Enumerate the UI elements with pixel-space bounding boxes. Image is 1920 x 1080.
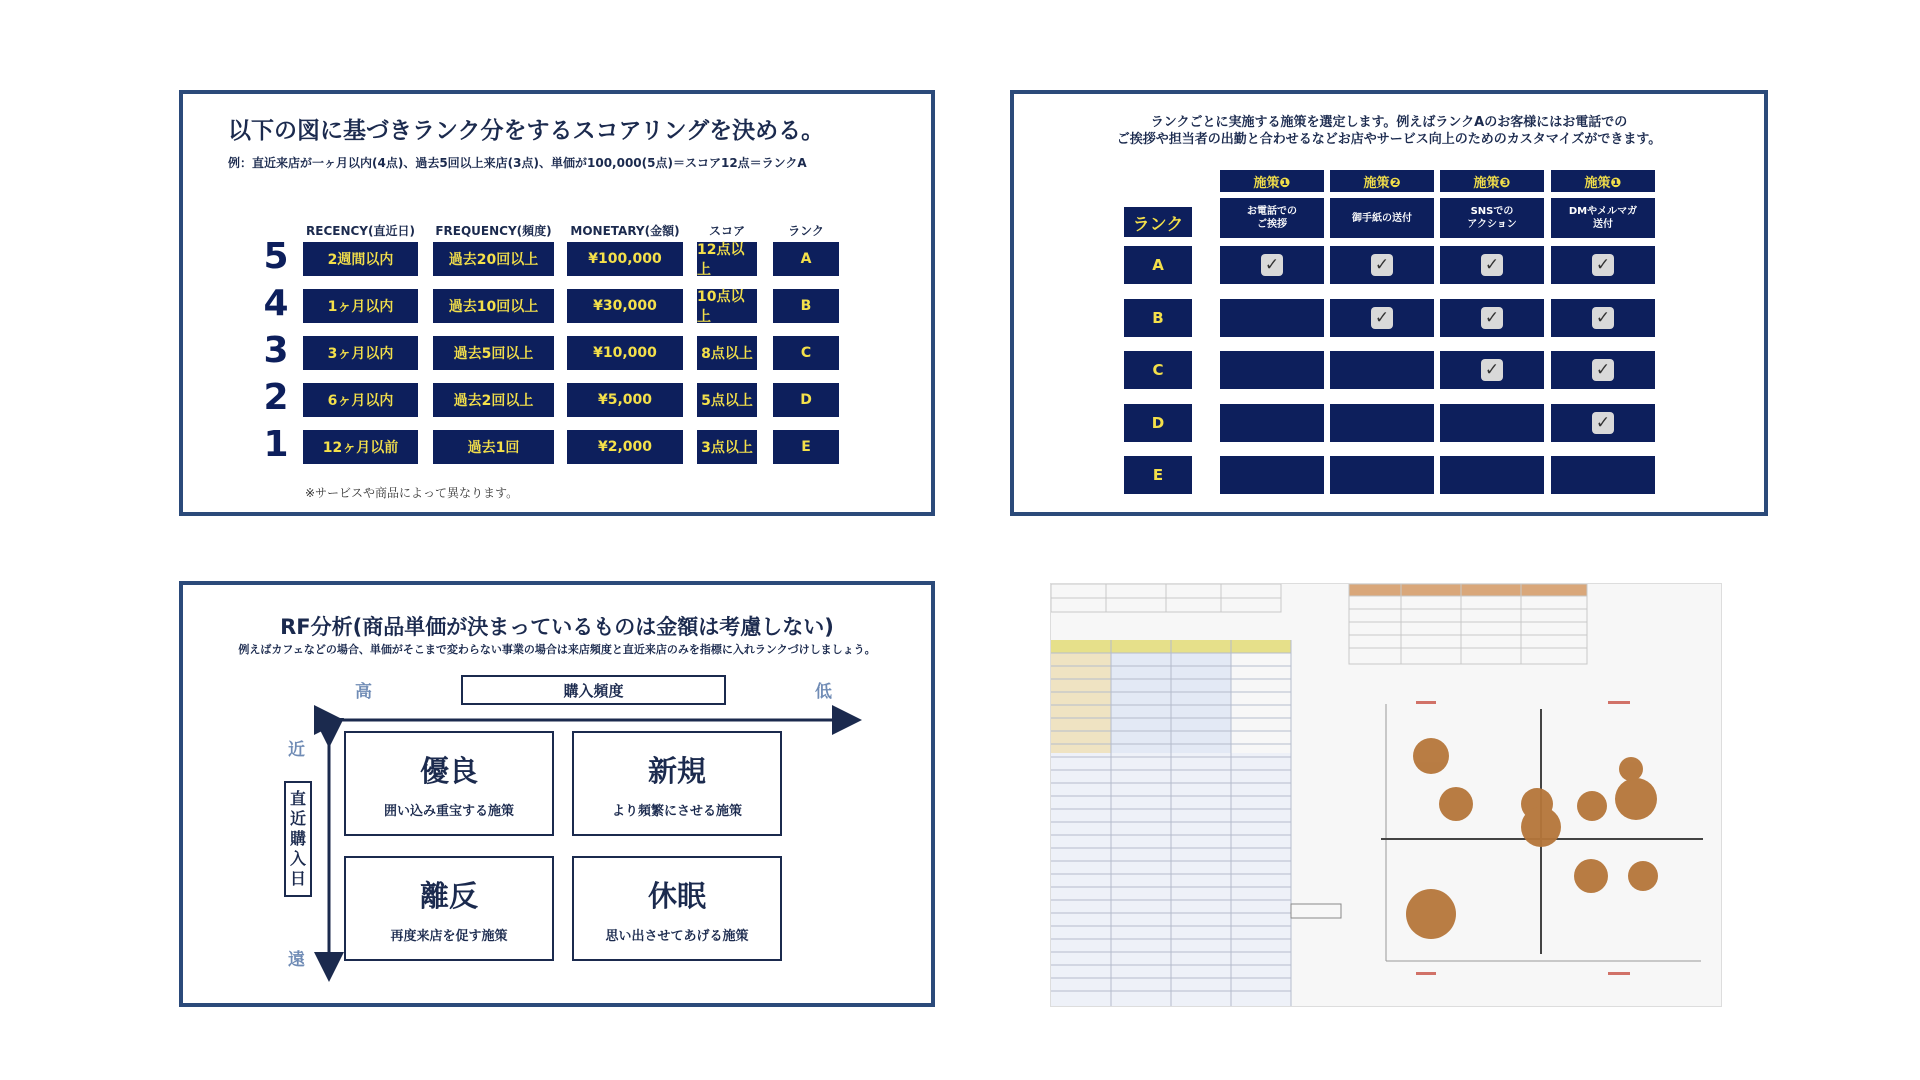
checkbox-checked-icon: ✓: [1592, 412, 1614, 434]
quadrant-title: 優良: [419, 754, 478, 788]
freq-low-label: 低: [815, 682, 832, 702]
rf-subtitle: 例えばカフェなどの場合、単価がそこまで変わらない事業の場合は来店頻度と直近来店のみを指標に入れランクづけしましょう。: [238, 643, 876, 656]
scoring-cell-monetary: ¥100,000: [567, 242, 683, 276]
rf-panel: [179, 581, 935, 1007]
measure-cell: [1440, 299, 1544, 337]
scoring-cell-rank: B: [773, 289, 839, 323]
checkbox-checked-icon: ✓: [1592, 307, 1614, 329]
rank-label: E: [1124, 456, 1192, 494]
measure-cell: [1330, 404, 1434, 442]
scoring-subtitle: 例：直近来店が一ヶ月以内(4点)、過去5回以上来店(3点)、単価が100,000(5点)＝スコア12点＝ランクA: [228, 156, 807, 170]
measure-action-line: アクション: [1467, 219, 1517, 230]
scoring-cell-monetary: ¥5,000: [567, 383, 683, 417]
quadrant-new: [572, 731, 782, 836]
recency-label-box: [284, 781, 312, 897]
scoring-cell-monetary: ¥30,000: [567, 289, 683, 323]
quadrant-churn: [344, 856, 554, 961]
spreadsheet-screenshot: [1050, 583, 1722, 1007]
scoring-cell-rank: C: [773, 336, 839, 370]
measure-action-line: お電話での: [1247, 206, 1297, 217]
measure-action-line: 御手紙の送付: [1352, 212, 1412, 224]
quadrant-desc: より頻繁にさせる施策: [611, 804, 742, 819]
scoring-cell-rank: A: [773, 242, 839, 276]
recency-char: 購: [289, 829, 306, 848]
column-header: ランク: [788, 224, 824, 238]
rank-label: A: [1124, 246, 1192, 284]
score-level-number: 4: [263, 283, 289, 324]
measure-cell: [1330, 456, 1434, 494]
rank-label: B: [1124, 299, 1192, 337]
scoring-cell-frequency: 過去2回以上: [433, 383, 554, 417]
score-level-number: 2: [263, 377, 289, 418]
measure-cell: [1551, 404, 1655, 442]
measure-action-line: 送付: [1593, 219, 1613, 230]
scoring-title: 以下の図に基づきランク分をするスコアリングを決める。: [228, 118, 825, 144]
recency-near-label: 近: [288, 740, 305, 760]
freq-high-label: 高: [355, 682, 372, 702]
scoring-cell-frequency: 過去1回: [433, 430, 554, 464]
scoring-cell-score: 8点以上: [697, 336, 757, 370]
scoring-cell-rank: E: [773, 430, 839, 464]
scoring-cell-score: 3点以上: [697, 430, 757, 464]
measure-cell: [1440, 351, 1544, 389]
measure-cell: [1330, 246, 1434, 284]
checkbox-checked-icon: ✓: [1481, 254, 1503, 276]
quadrant-desc: 思い出させてあげる施策: [605, 929, 749, 944]
scoring-note: ※サービスや商品によって異なります。: [305, 486, 519, 500]
quadrant-dormant: [572, 856, 782, 961]
scoring-cell-frequency: 過去5回以上: [433, 336, 554, 370]
scoring-cell-rank: D: [773, 383, 839, 417]
measure-action: [1551, 198, 1655, 238]
measure-action-line: DMやメルマガ: [1568, 206, 1638, 217]
checkbox-checked-icon: ✓: [1592, 254, 1614, 276]
checkbox-checked-icon: ✓: [1261, 254, 1283, 276]
rf-title: RF分析(商品単価が決まっているものは金額は考慮しない): [280, 615, 834, 639]
checkbox-checked-icon: ✓: [1371, 307, 1393, 329]
measure-header: 施策❶: [1551, 170, 1655, 192]
recency-char: 近: [289, 809, 306, 828]
measures-desc-line2: ご挨拶や担当者の出勤と合わせるなどお店やサービス向上のためのカスタマイズができます。: [1116, 132, 1662, 147]
measure-cell: [1330, 351, 1434, 389]
quadrant-loyal: [344, 731, 554, 836]
scoring-cell-monetary: ¥10,000: [567, 336, 683, 370]
scoring-cell-monetary: ¥2,000: [567, 430, 683, 464]
measures-desc-line1: ランクごとに実施する施策を選定します。例えばランクAのお客様にはお電話での: [1150, 115, 1628, 130]
column-header: MONETARY(金額): [570, 224, 680, 238]
recency-far-label: 遠: [288, 950, 305, 970]
scoring-cell-recency: 12ヶ月以前: [303, 430, 418, 464]
scoring-cell-frequency: 過去20回以上: [433, 242, 554, 276]
measure-action-line: ご挨拶: [1257, 219, 1287, 230]
scoring-cell-score: 10点以上: [697, 289, 757, 323]
recency-char: 入: [289, 849, 306, 868]
measure-action: [1330, 198, 1434, 238]
scoring-cell-recency: 2週間以内: [303, 242, 418, 276]
measure-action: [1220, 198, 1324, 238]
measure-cell: [1330, 299, 1434, 337]
checkbox-checked-icon: ✓: [1371, 254, 1393, 276]
freq-label-box: 購入頻度: [461, 675, 726, 705]
scoring-cell-score: 12点以上: [697, 242, 757, 276]
measure-action-line: SNSでの: [1470, 206, 1514, 217]
measure-cell: [1220, 351, 1324, 389]
quadrant-title: 新規: [647, 754, 706, 788]
checkbox-checked-icon: ✓: [1592, 359, 1614, 381]
column-header: RECENCY(直近日): [306, 224, 415, 238]
quadrant-desc: 再度来店を促す施策: [390, 929, 508, 944]
column-header: FREQUENCY(頻度): [435, 224, 552, 238]
measure-cell: [1220, 299, 1324, 337]
measure-action: [1440, 198, 1544, 238]
measure-cell: [1220, 456, 1324, 494]
quadrant-desc: 囲い込み重宝する施策: [383, 804, 514, 819]
measure-cell: [1551, 299, 1655, 337]
measure-header: 施策❶: [1220, 170, 1324, 192]
measure-cell: [1440, 246, 1544, 284]
spreadsheet-image: [1051, 584, 1722, 1007]
scoring-cell-recency: 6ヶ月以内: [303, 383, 418, 417]
scoring-cell-frequency: 過去10回以上: [433, 289, 554, 323]
scoring-cell-recency: 3ヶ月以内: [303, 336, 418, 370]
quadrant-title: 休眠: [647, 879, 706, 913]
rank-header: ランク: [1124, 207, 1192, 237]
measure-header: 施策❷: [1330, 170, 1434, 192]
scoring-panel: [179, 90, 935, 516]
measures-panel: [1010, 90, 1768, 516]
measure-header: 施策❸: [1440, 170, 1544, 192]
column-header: スコア: [708, 224, 745, 238]
score-level-number: 3: [263, 330, 289, 371]
quadrant-title: 離反: [419, 879, 478, 913]
rank-label: C: [1124, 351, 1192, 389]
measure-cell: [1551, 456, 1655, 494]
recency-char: 日: [289, 869, 306, 888]
measure-cell: [1440, 404, 1544, 442]
checkbox-checked-icon: ✓: [1481, 359, 1503, 381]
measure-cell: [1551, 246, 1655, 284]
scoring-cell-recency: 1ヶ月以内: [303, 289, 418, 323]
measure-cell: [1220, 404, 1324, 442]
rank-label: D: [1124, 404, 1192, 442]
measure-cell: [1220, 246, 1324, 284]
checkbox-checked-icon: ✓: [1481, 307, 1503, 329]
measure-cell: [1551, 351, 1655, 389]
measure-cell: [1440, 456, 1544, 494]
scoring-cell-score: 5点以上: [697, 383, 757, 417]
score-level-number: 1: [263, 424, 289, 465]
recency-char: 直: [289, 789, 306, 808]
score-level-number: 5: [263, 236, 289, 277]
